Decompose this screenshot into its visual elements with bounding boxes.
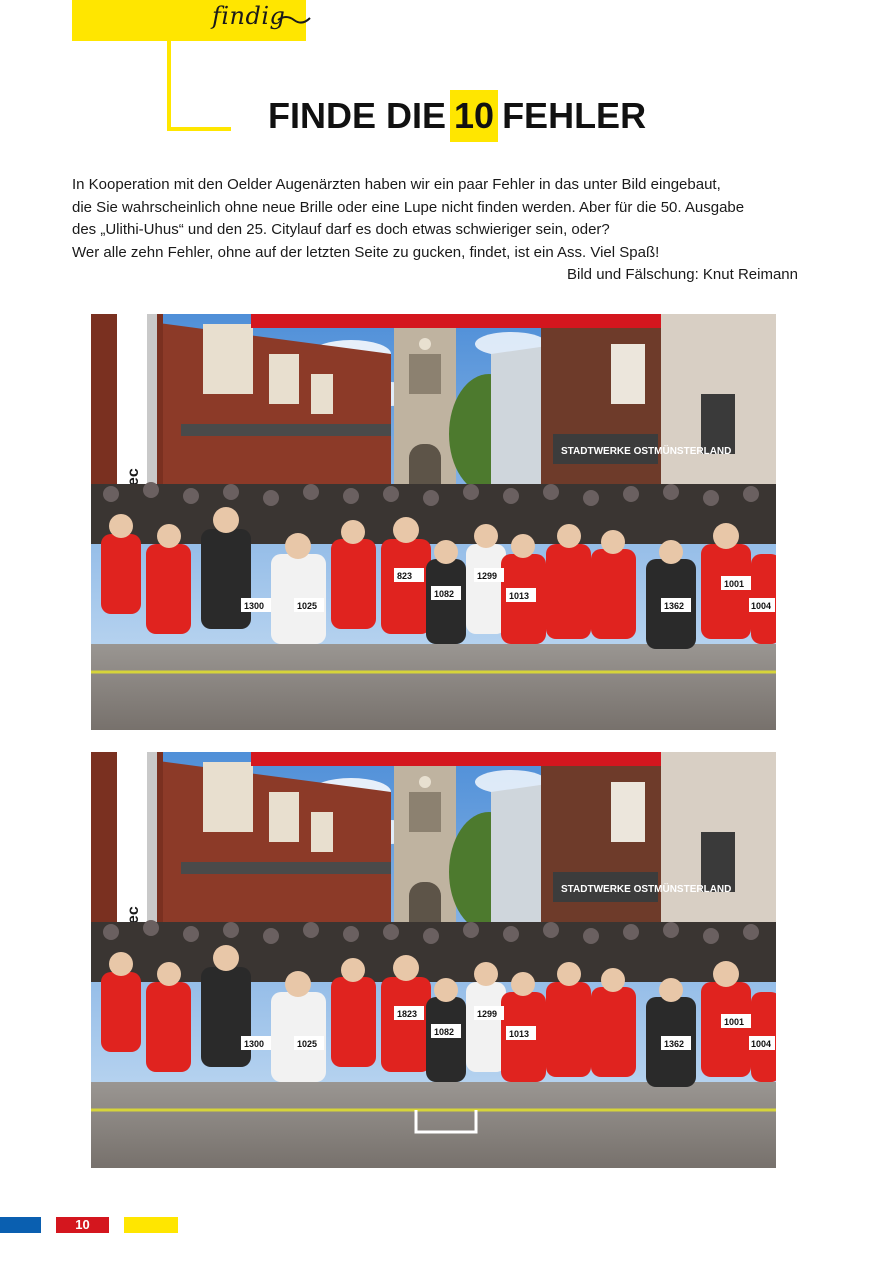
intro-line: die Sie wahrscheinlich ohne neue Brille oder eine Lupe nicht finden werden. Aber für die 50. Ausgabe <box>72 198 745 216</box>
shop-sign: STADTWERKE OSTMÜNSTERLAND <box>561 446 732 457</box>
bib-number: 1025 <box>297 1039 318 1049</box>
bib-number: 1001 <box>724 1017 745 1027</box>
bib-number: 1025 <box>297 601 318 611</box>
title-after: FEHLER <box>502 95 647 136</box>
bib-number: 823 <box>397 571 413 581</box>
brand-logo: findig <box>212 2 286 30</box>
accent-line-horizontal <box>167 127 231 131</box>
bib-number: 1004 <box>751 601 772 611</box>
title-before: FINDE DIE <box>268 95 447 136</box>
intro-line: Wer alle zehn Fehler, ohne auf der letzten Seite zu gucken, findet, ist ein Ass. Viel Spaß! <box>72 243 660 261</box>
bib-number: 1013 <box>509 1029 530 1039</box>
shop-sign: STADTWERKE OSTMÜNSTERLAND <box>561 884 732 895</box>
intro-line: In Kooperation mit den Oelder Augenärzten haben wir ein paar Fehler in das unter Bild eingebaut, <box>72 176 721 193</box>
accent-line-vertical <box>167 41 171 131</box>
bib-number: 1362 <box>664 1039 685 1049</box>
title-highlight: 10 <box>450 90 498 142</box>
brand-swoosh-icon <box>276 14 312 24</box>
bib-number: 1362 <box>664 601 685 611</box>
bib-number: 1299 <box>477 1009 498 1019</box>
bib-number: 1001 <box>724 579 745 589</box>
bib-number: 1082 <box>434 1027 455 1037</box>
bib-number: 1823 <box>397 1009 418 1019</box>
intro-line: des „Ulithi-Uhus“ und den 25. Citylauf darf es doch etwas schwieriger sein, oder? <box>72 221 610 238</box>
footer-blue-bar <box>0 1217 41 1233</box>
page-number: 10 <box>75 1217 90 1232</box>
bib-number: 1300 <box>244 601 265 611</box>
race-photo-altered <box>91 752 776 1168</box>
brand-tab <box>72 0 306 41</box>
bib-number: 1300 <box>244 1039 265 1049</box>
bib-number: 1082 <box>434 589 455 599</box>
bib-number: 1299 <box>477 571 498 581</box>
page-title <box>268 90 646 142</box>
bib-number: 1004 <box>751 1039 772 1049</box>
intro-text <box>72 174 798 287</box>
race-photo-original <box>91 314 776 730</box>
bib-number: 1013 <box>509 591 530 601</box>
photo-credit: Bild und Fälschung: Knut Reimann <box>567 266 798 283</box>
footer-yellow-bar <box>124 1217 178 1233</box>
